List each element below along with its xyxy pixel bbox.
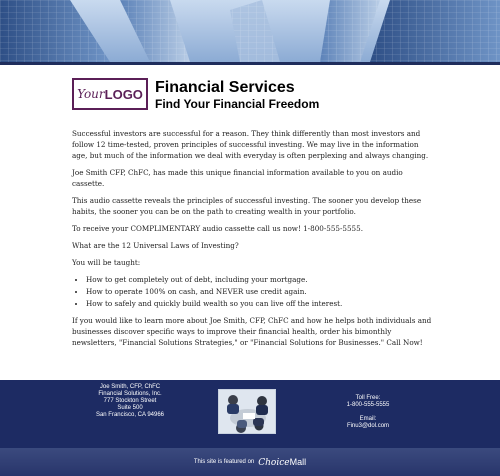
address-line: Joe Smith, CFP, ChFC: [99, 384, 161, 390]
page-title: Financial Services: [155, 79, 295, 96]
contact-spacer: [326, 409, 410, 416]
banner-divider: [0, 62, 500, 65]
logo-text-your: Your: [77, 87, 105, 101]
featured-text: This site is featured on: [193, 459, 255, 465]
address-line: San Francisco, CA 94966: [95, 412, 165, 418]
list-item: • How to get completely out of debt, including your mortgage.: [86, 274, 432, 285]
cassette-paragraph: This audio cassette reveals the principles of successful investing. The sooner you develop these habits, the sooner you can be on the path to creating wealth in your portfolio.: [72, 196, 422, 216]
featured-bar: [0, 448, 500, 476]
call-to-action-paragraph: To receive your COMPLIMENTARY audio cassette call us now! 1-800-555-5555.: [72, 224, 363, 233]
closing-paragraph: If you would like to learn more about Joe Smith, CFP, ChFC and how he helps both individuals and businesses discover specific ways to improve their financial health, order his bimonthly newsletters, "Financial Solutions Strategies," or "Financial Solutions for Businesses." Call Now!: [72, 316, 432, 347]
list-item: • How to operate 100% on cash, and NEVER use credit again.: [86, 286, 432, 297]
toll-free-number[interactable]: 1-800-555-5555: [346, 402, 390, 408]
skyscraper-illustration: [0, 0, 500, 62]
choicemall-link[interactable]: [258, 457, 306, 468]
email-link[interactable]: Finu3@dol.com: [346, 423, 390, 429]
company-logo[interactable]: [72, 78, 148, 110]
question-paragraph: What are the 12 Universal Laws of Investing?: [72, 241, 239, 250]
logo-text-logo: LOGO: [104, 86, 143, 102]
brand-mall: Mall: [289, 456, 307, 467]
brand-choice: Choice: [258, 457, 290, 468]
main-content: [72, 128, 432, 354]
address-line: 777 Stockton Street: [103, 398, 157, 404]
footer-address: [88, 384, 172, 419]
header-banner-image: [0, 0, 500, 62]
email-label: Email:: [359, 416, 377, 422]
list-item: • How to safely and quickly build wealth so you can live off the interest.: [86, 298, 432, 309]
availability-paragraph: Joe Smith CFP, ChFC, has made this unique financial information available to you on audio cassette.: [72, 168, 403, 188]
benefits-list: [72, 274, 432, 309]
address-line: Suite 500: [117, 405, 143, 411]
taught-heading: You will be taught:: [72, 258, 141, 267]
business-meeting-photo: [218, 389, 276, 434]
toll-free-label: Toll Free:: [355, 395, 381, 401]
people-photo-illustration: [219, 390, 276, 434]
address-line: Financial Solutions, Inc.: [98, 391, 162, 397]
page-subtitle: Find Your Financial Freedom: [155, 97, 320, 111]
intro-paragraph: Successful investors are successful for a reason. They think differently than most investors and follow 12 time-tested, proven principles of successful investing. We may live in the information age, but much of the information we deal with everyday is often perplexing and always changing.: [72, 129, 429, 160]
footer-contact: [326, 395, 410, 430]
